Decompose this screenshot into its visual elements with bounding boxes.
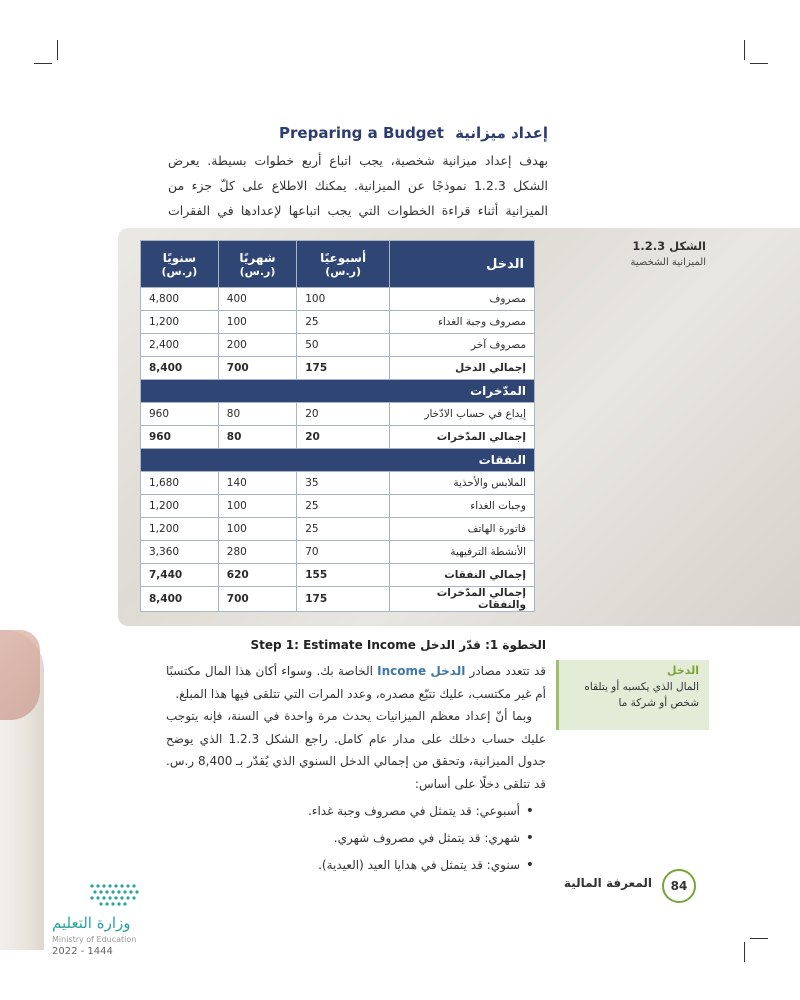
table-row: مصروف 100 400 4,800 (141, 288, 535, 311)
ministry-logo-icon (88, 882, 148, 910)
crop-mark (34, 63, 52, 64)
intro-paragraph: بهدف إعداد ميزانية شخصية، يجب اتباع أربع خطوات بسيطة. يعرض الشكل 1.2.3 نموذجًا عن الميزانية. يمكنك الاطلاع على كلّ جزء من الميزانية أثناء قراءة الخطوات التي يجب اتباعها لإعدادها في الفقرات (168, 153, 549, 218)
header-weekly: أسبوعيًا (ر.س) (297, 241, 390, 288)
student-photo (0, 630, 44, 950)
list-item: • شهري: قد يتمثل في مصروف شهري. (234, 825, 534, 852)
section-title-en: Preparing a Budget (279, 124, 444, 142)
table-row: وجبات الغداء 25 100 1,200 (141, 495, 535, 518)
table-row: مصروف وجبة الغداء 25 100 1,200 (141, 311, 535, 334)
table-row: فاتورة الهاتف 25 100 1,200 (141, 518, 535, 541)
table-row: مصروف آخر 50 200 2,400 (141, 334, 535, 357)
header-income: الدخل (390, 241, 535, 288)
crop-mark (744, 40, 745, 60)
definition-text: المال الذي يكسبه أو يتلقاه شخص أو شركة ما (584, 681, 699, 709)
budget-table (140, 240, 535, 612)
step-paragraph-1: قد تتعدد مصادر الدخل Income الخاصة بك. وسواء أكان هذا المال مكتسبًا أم غير مكتسب، عليك تتبّع مصدره، وعدد المرات التي تتلقى فيها هذا المبلغ. (166, 664, 546, 701)
definition-box (556, 660, 709, 730)
crop-mark (750, 63, 768, 64)
step-title-en: Step 1: Estimate Income (250, 638, 416, 652)
section-title (279, 124, 548, 142)
book-title: المعرفة المالية (563, 876, 652, 890)
step-paragraph-2: وبما أنّ إعداد معظم الميزانيات يحدث مرة واحدة في السنة، فإنه يتوجب عليك حساب دخلك على مدار عام كامل. راجع الشكل 1.2.3 الذي يوضح جدول الميزانية، وتحقق من إجمالي الدخل السنوي الذي يُقدّر بـ 8,400 ر.س. قد تتلقى دخلًا على أساس: (166, 709, 546, 791)
figure-number: الشكل 1.2.3 (632, 239, 706, 253)
table-row: الأنشطة الترفيهية 70 280 3,360 (141, 541, 535, 564)
figure-caption (630, 239, 706, 268)
crop-mark (744, 942, 745, 962)
list-item: • سنوي: قد يتمثل في هدايا العيد (العيدية). (234, 852, 534, 879)
crop-mark (57, 40, 58, 60)
keyword-income-ar: الدخل (430, 664, 466, 678)
header-monthly: شهريًا (ر.س) (218, 241, 296, 288)
savings-section-header: المدّخرات (141, 380, 535, 403)
ministry-name-ar: وزارة التعليم (52, 914, 131, 932)
page-number: 84 (662, 869, 696, 903)
table-row: إيداع في حساب الادّخار 20 80 960 (141, 403, 535, 426)
crop-mark (750, 938, 768, 939)
step-title (250, 638, 546, 652)
keyword-income-en: Income (377, 664, 427, 678)
step-body (166, 660, 546, 795)
header-yearly: سنويًا (ر.س) (141, 241, 219, 288)
grand-total-row: إجمالي المدّخرات والنفقات 175 700 8,400 (141, 587, 535, 612)
income-total-row: إجمالي الدخل 175 700 8,400 (141, 357, 535, 380)
edition-year: 2022 - 1444 (52, 946, 113, 957)
table-row: الملابس والأحذية 35 140 1,680 (141, 472, 535, 495)
list-item: • أسبوعي: قد يتمثل في مصروف وجبة غداء. (234, 798, 534, 825)
expenses-total-row: إجمالي النفقات 155 620 7,440 (141, 564, 535, 587)
step-title-ar: الخطوة 1: قدّر الدخل (420, 638, 546, 652)
income-frequency-list (234, 798, 534, 879)
savings-total-row: إجمالي المدّخرات 20 80 960 (141, 426, 535, 449)
table-header-row (141, 241, 535, 288)
definition-term: الدخل (666, 664, 699, 677)
ministry-name-en: Ministry of Education (52, 935, 137, 944)
section-title-ar: إعداد ميزانية (455, 124, 548, 142)
figure-title: الميزانية الشخصية (630, 257, 706, 268)
expenses-section-header: النفقات (141, 449, 535, 472)
